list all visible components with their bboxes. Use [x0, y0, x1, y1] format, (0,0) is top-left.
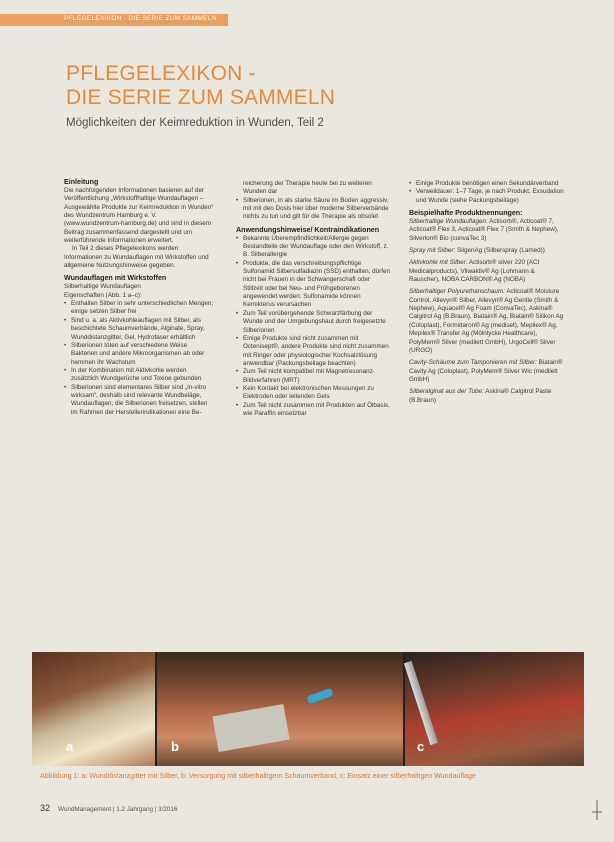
section-header-bar — [0, 14, 228, 26]
photo-label-b: b — [171, 739, 179, 754]
list-item: • Einige Produkte sind nicht zusammen mit Octenisept®, andere Produkte sind nicht zusammen mit Ringer oder physiologischer Kochsalzlösung anwendbar (Packungsbeilage beachten) — [236, 335, 391, 368]
list-item: • Bekannte Überempfindlichkeit/Allergie gegen Bestandteile der Wundauflage oder den Wirkstoff, z. B. Silberallergie — [236, 235, 391, 260]
list-item: • Verweildauer: 1–7 Tage, je nach Produkt, Exsudation und Wunde (siehe Packungsbeilage) — [409, 188, 567, 205]
list-item: • In der Kombination mit Aktivkohle werden zusätzlich Wundgerüche und Toxine gebunden — [64, 367, 214, 384]
product-category: Silberalginat aus der Tube: — [409, 388, 484, 396]
page-subtitle: Möglichkeiten der Keimreduktion in Wunden, Teil 2 — [66, 117, 324, 129]
text-column-3 — [409, 180, 567, 405]
photo-label-a: a — [66, 739, 74, 754]
product-category: Spray mit Silber: — [409, 247, 456, 255]
list-item: • Produkte, die das verschreibungspflichtige Sulfonamid Silbersulfadiazin (SSD) enthalten, dürfen nicht bei Frauen in der Schwangerschaft oder Stillzeit oder bei Neu- und Frühgeborenen angewendet werden: Sulfonamide können Kernikterus verursachen — [236, 260, 391, 310]
product-list: Actisorb®, Acticoat® 7, Acticoat® Flex 3, Acticoat® Flex 7 (Smith & Nephew), Silverlon® Bio (convaTec 3) — [409, 218, 559, 242]
page-footer — [40, 803, 177, 813]
text-column-2 — [236, 180, 391, 418]
photo-foam-dressing-b — [157, 652, 403, 766]
product-list: SilgenAg (Silberspray (Lamed)) — [456, 247, 545, 255]
intro-paragraph: Die nachfolgenden Informationen basieren auf der Veröffentlichung „Wirkstoffhaltige Wundauflagen – Ausgewählte Produkte zur Keimreduktion in Wunden“ des Wundzentrum Hamburg e. V. (www.wundzentrum-hamburg.de) und sind in diesem Beitrag zusammenfassend dargestellt und um weiterführende Informationen erweitert. — [64, 187, 214, 245]
heading-anwendungshinweise: Anwendungshinweise/ Kontraindikationen — [236, 225, 380, 234]
product-entry — [409, 247, 567, 255]
list-item: • Kein Kontakt bei elektronischen Messungen zu Elektroden oder leitenden Gels — [236, 385, 391, 402]
photo-wound-dressing-a — [32, 652, 155, 766]
photo-label-c: c — [417, 739, 425, 754]
section-header-tag: PFLEGELEXIKON · DIE SERIE ZUM SAMMELN — [64, 15, 217, 22]
eigenschaften-label: Eigenschaften (Abb. 1 a–c): — [64, 291, 142, 299]
footer-journal: WundManagement | 1.2 Jahrgang | 3/2016 — [58, 806, 178, 813]
heading-einleitung: Einleitung — [64, 178, 99, 186]
product-category: Silberhaltige Wundauflagen: — [409, 218, 488, 226]
product-entry — [409, 259, 567, 284]
product-entry — [409, 359, 567, 384]
product-entry — [409, 218, 567, 243]
text-column-1 — [64, 178, 214, 417]
product-entry — [409, 288, 567, 355]
heading-produktnennungen: Beispielhafte Produktnennungen: — [409, 209, 523, 218]
product-list: Acticoat® Moisture Control, Allevyn® Silber, Allevyn® Ag Gentle (Smith & Nephew), Aquacel® Ag Foam (ConvaTec), Askina® Calgitrol Ag (B.Braun), Biatain® Ag, Biatain® Silikon Ag (Coloplast), Formidaron® Ag (mediset), Mepilex® Ag, Mepilex® Transfer Ag (Mölnlycke Healthcare), PolyMem® Silver (medilett GmbH), UrgoCell® Silver (URGO) — [409, 288, 564, 354]
figure-photo-strip — [32, 652, 584, 766]
list-item: • Silberionen töten auf verschiedene Weise Bakterien und andere Mikroorganismen ab oder hemmen ihr Wachstum — [64, 342, 214, 367]
product-entry — [409, 388, 567, 405]
list-item: • Silberionen sind elementares Silber sind „in-vitro wirksam“, deshalb sind relevante Wundbeläge, Wundauflagen, die Silberionen freisetzen, stellen im Rahmen der Herstellerindikationen eine Be- — [64, 384, 214, 417]
heading-wundauflagen: Wundauflagen mit Wirkstoffen — [64, 274, 167, 283]
bandage-shape — [212, 704, 289, 752]
continued-text: reicherung der Therapie heute bei zu weiteren Wunden dar — [243, 180, 372, 196]
title-line-1: PFLEGELEXIKON - — [66, 62, 256, 85]
title-line-2: DIE SERIE ZUM SAMMELN — [66, 86, 336, 109]
product-category: Aktivkohle mit Silber: — [409, 259, 468, 267]
product-category: Silberhaltiger Polyurethanschaum: — [409, 288, 505, 296]
list-item: • Einige Produkte benötigen einen Sekundärverband — [409, 180, 567, 188]
list-item: • Zum Teil nicht kompatibel mit Magnetresonanz-Bildverfahren (MRT) — [236, 368, 391, 385]
crop-mark-icon — [592, 800, 602, 820]
page-title — [66, 62, 335, 110]
photo-wound-c — [405, 652, 584, 766]
intro-paragraph-2: In Teil 2 dieses Pflegelexikons werden Informationen zu Wundauflagen mit Wirkstoffen und allgemeine Nutzungshinweise gegeben. — [64, 245, 209, 270]
page-number: 32 — [40, 803, 51, 813]
glove-shape — [306, 688, 333, 704]
product-list: Biatain® Cavity Ag (Coloplast), PolyMem® Silver Wic (medilett GmbH) — [409, 359, 563, 383]
list-item: • Sind u. a. als Aktivkohleauflagen mit Silber, als beschichtete Schaumverbände, Alginate, Spray, Wunddistanzgitter, Gel, Hydrofaser erhältlich — [64, 317, 214, 342]
product-list: Actisorb® silver 220 (ACI Medicalproducts), Vliwaktiv® Ag (Lohmann & Rauscher), NOBA CARBON® Ag (NOBA) — [409, 259, 540, 284]
figure-caption: Abbildung 1: a: Wunddistanzgitter mit Silber, b: Versorgung mit silberhaltigem Schaumverband, c: Einsatz einer silberhaltigen Wundauflage — [40, 772, 476, 780]
product-list: Askina® Calgitrol Paste (B.Braun) — [409, 388, 552, 404]
list-item: • Zum Teil nicht zusammen mit Produkten auf Ölbasis, wie Paraffin einsetzbar — [236, 402, 391, 419]
list-item: • Enthalten Silber in sehr unterschiedlichen Mengen; einige setzen Silber frei — [64, 300, 214, 317]
instrument-shape — [404, 661, 438, 745]
list-item: • Silberionen, in als starke Säure im Boden aggressiv, mit mit den Dosis hier über moderne Silberverbände nichts zu tun und gilt für die Therapie als obsolet — [236, 197, 391, 222]
list-item: • Zum Teil vorübergehende Schwarzfärbung der Wunde und der Umgebungshaut durch freigesetzte Silberionen — [236, 310, 391, 335]
product-category: Cavity-Schäume zum Tamponieren mit Silber: — [409, 359, 537, 367]
subheading-silber: Silberhaltige Wundauflagen — [64, 283, 141, 291]
